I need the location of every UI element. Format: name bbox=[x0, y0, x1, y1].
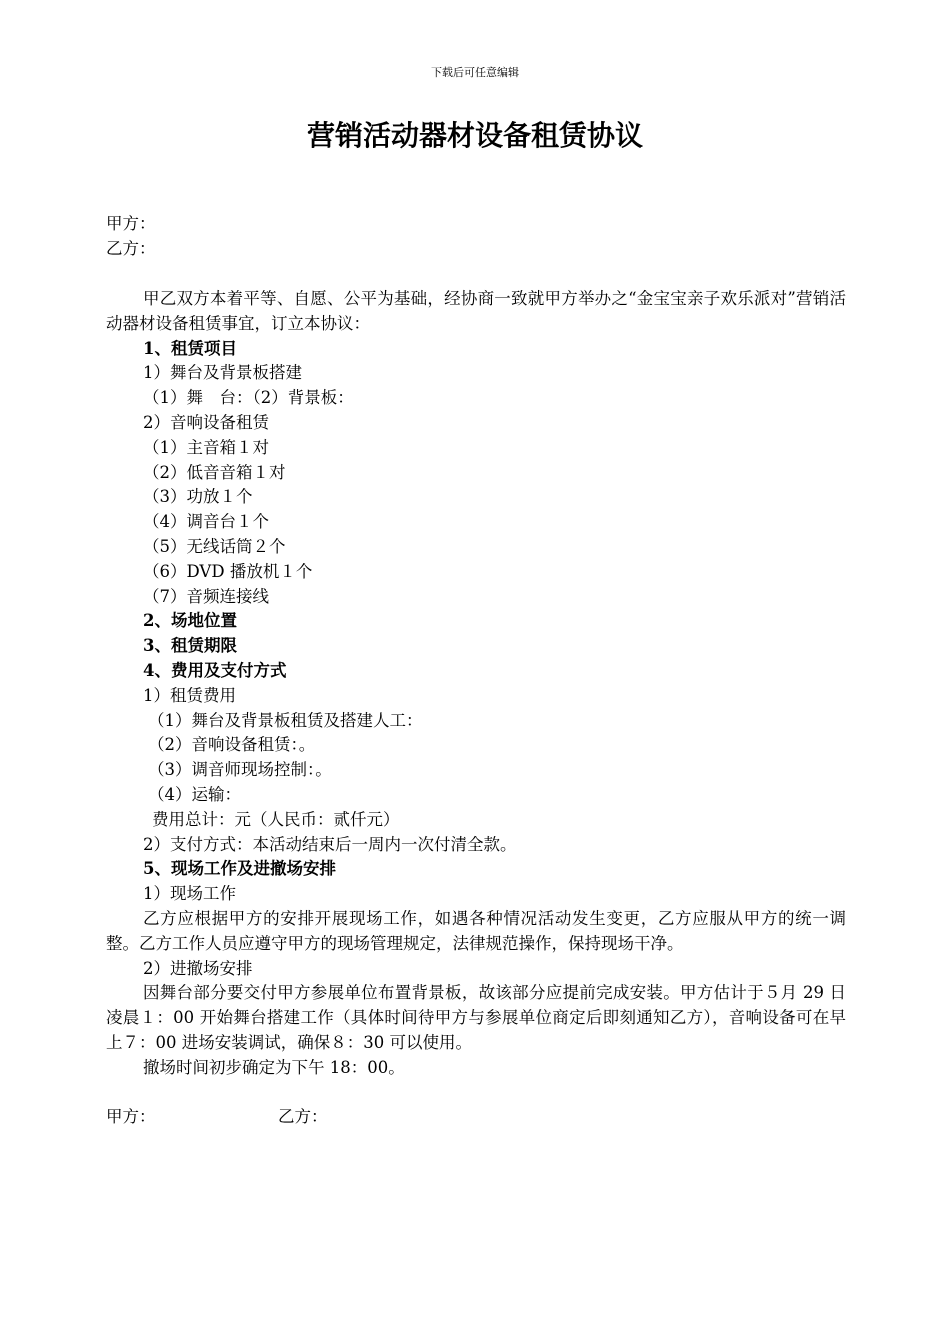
section-1-title: 1、租赁项目 bbox=[143, 338, 237, 358]
section-4-item-1: 1）租赁费用 bbox=[143, 685, 236, 705]
section-2-title: 2、场地位置 bbox=[143, 611, 237, 631]
document-title: 营销活动器材设备租赁协议 bbox=[306, 119, 643, 152]
fee-list-item: （3）调音师现场控制：。 bbox=[148, 760, 332, 780]
equipment-list-item: （6）DVD 播放机１个 bbox=[143, 561, 313, 581]
section-4-item-2: 2）支付方式：本活动结束后一周内一次付清全款。 bbox=[143, 834, 517, 854]
teardown-paragraph: 撤场时间初步确定为下午 18：00。 bbox=[143, 1057, 405, 1077]
agreement-body bbox=[106, 287, 846, 1130]
signature-row bbox=[106, 1105, 846, 1130]
section-5-item-1-paragraph: 乙方应根据甲方的安排开展现场工作，如遇各种情况活动发生变更，乙方应服从甲方的统一调整。乙方工作人员应遵守甲方的现场管理规定，法律规范操作，保持现场干净。 bbox=[106, 908, 846, 953]
party-b-label: 乙方： bbox=[106, 238, 156, 258]
fee-list-item: （2）音响设备租赁：。 bbox=[148, 735, 316, 755]
equipment-list-item: （7）音频连接线 bbox=[143, 586, 269, 606]
party-block bbox=[106, 212, 846, 262]
section-5-item-2-paragraph: 因舞台部分要交付甲方参展单位布置背景板，故该部分应提前完成安装。甲方估计于５月 29 日凌晨１：00 开始舞台搭建工作（具体时间待甲方与参展单位商定后即刻通知乙方），音响设备可在早上７：00 进场安装调试，确保８：30 可以使用。 bbox=[106, 983, 846, 1052]
fee-list-item: （4）运输： bbox=[148, 784, 241, 804]
equipment-list-item: （4）调音台１个 bbox=[143, 512, 269, 532]
equipment-list-item: （1）主音箱１对 bbox=[143, 437, 269, 457]
signature-party-a: 甲方： bbox=[106, 1107, 156, 1127]
fee-total: 费用总计：元（人民币：贰仟元） bbox=[152, 809, 400, 829]
intro-paragraph: 甲乙双方本着平等、自愿、公平为基础，经协商一致就甲方举办之“金宝宝亲子欢乐派对”营销活动器材设备租赁事宜，订立本协议： bbox=[106, 289, 846, 333]
section-1-item-1-detail: （1）舞 台：（2）背景板： bbox=[143, 388, 354, 408]
party-a-label: 甲方： bbox=[106, 214, 156, 233]
header-note: 下载后可任意编辑 bbox=[431, 66, 519, 79]
section-5-item-1: 1）现场工作 bbox=[143, 884, 236, 904]
section-5-title: 5、现场工作及进撤场安排 bbox=[143, 859, 336, 879]
section-1-item-1: 1）舞台及背景板搭建 bbox=[143, 363, 302, 383]
spacer bbox=[106, 1081, 846, 1106]
section-3-title: 3、租赁期限 bbox=[143, 636, 237, 656]
equipment-list-item: （2）低音音箱１对 bbox=[143, 462, 286, 482]
section-1-item-2: 2）音响设备租赁 bbox=[143, 412, 269, 432]
signature-party-b: 乙方： bbox=[278, 1107, 328, 1127]
equipment-list-item: （3）功放１个 bbox=[143, 487, 253, 507]
section-5-item-2: 2）进撤场安排 bbox=[143, 958, 253, 978]
section-4-title: 4、费用及支付方式 bbox=[143, 660, 287, 680]
equipment-list-item: （5）无线话筒２个 bbox=[143, 536, 286, 556]
fee-list-item: （1）舞台及背景板租赁及搭建人工： bbox=[148, 710, 423, 730]
